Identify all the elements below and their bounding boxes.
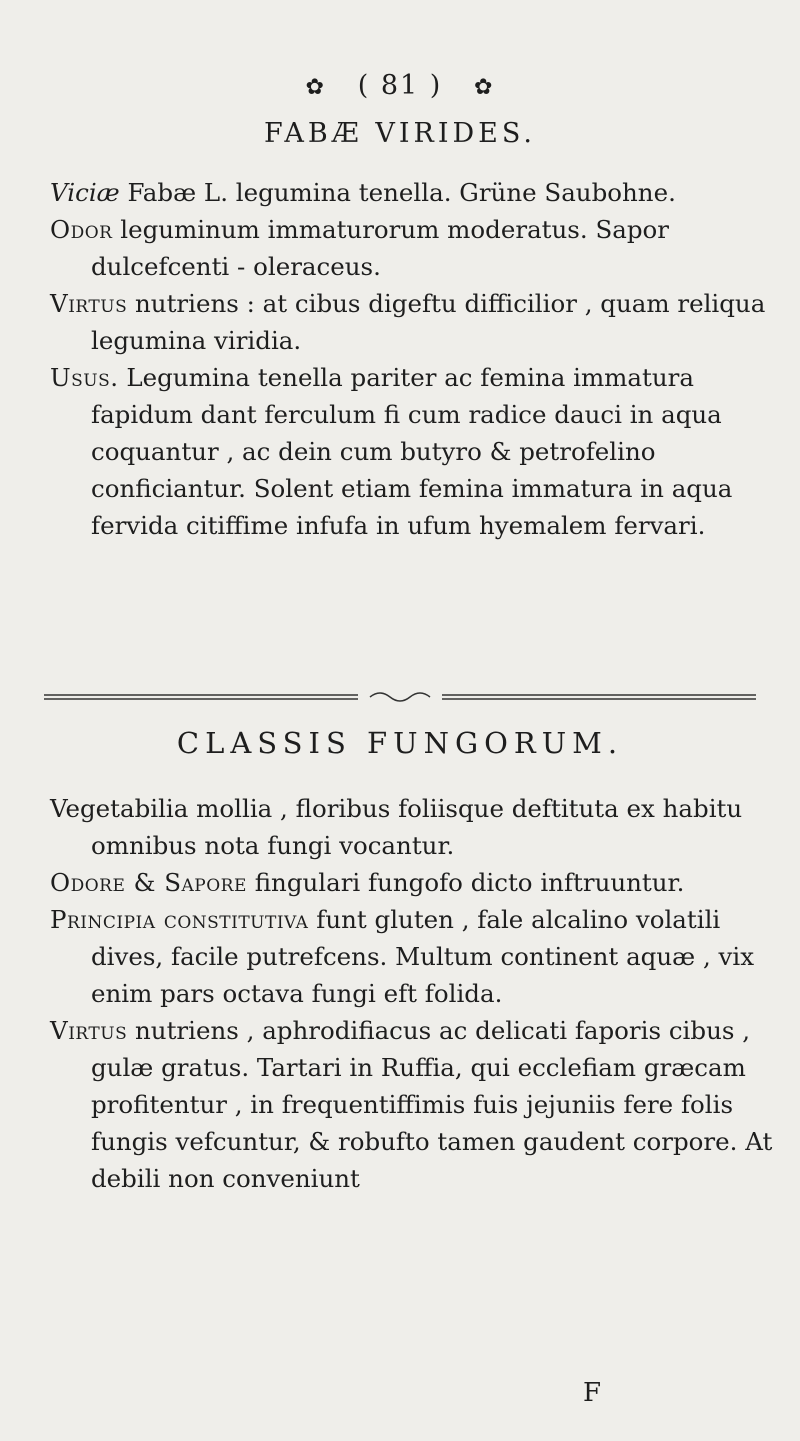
entry-text: fingulari fungofo dicto inftruuntur. <box>246 868 685 897</box>
entry-text: mollia , floribus foliisque deftituta ex habitu omnibus nota fungi vocantur. <box>91 794 743 860</box>
entries-bottom <box>50 790 776 1197</box>
entry-principia <box>50 901 776 1012</box>
entry-text: Fabæ L. legumina tenella. Grüne Saubohne. <box>119 178 676 207</box>
entry-text: nutriens : at cibus digeftu difficilior , quam reliqua legumina viridia. <box>91 289 766 355</box>
entry-text: funt gluten , fale alcalino volatili dives, facile putrefcens. Multum continent aquæ , vix enim pars octava fungi eft folida. <box>91 905 755 1008</box>
entry-lead: Virtus <box>50 1016 128 1045</box>
signature-mark: F <box>583 1378 602 1408</box>
page-number: ( 81 ) <box>357 70 443 101</box>
entry-odore-sapore <box>50 864 776 901</box>
entry-vegetabilia <box>50 790 776 864</box>
entry-lead: Virtus <box>50 289 128 318</box>
entry-virtus-fungi <box>50 1012 776 1197</box>
entry-lead: Vegetabilia <box>50 794 189 823</box>
section-title: CLASSIS FUNGORUM. <box>176 726 624 760</box>
entry-lead: Principia constitutiva <box>50 905 309 934</box>
entry-text: leguminum immaturorum moderatus. Sapor dulcefcenti - oleraceus. <box>91 215 669 281</box>
section-divider <box>40 690 760 704</box>
entry-text: nutriens , aphrodifiacus ac delicati faporis cibus , gulæ gratus. Tartari in Ruffia, qui ecclefiam græcam profitentur , in frequentiffimis fuis jejuniis fere folis fungis vefcuntur, & robufto tamen gaudent corpore. At debili non conveniunt <box>91 1016 773 1193</box>
entry-lead: Viciæ <box>50 178 120 207</box>
entry-usus <box>50 359 776 544</box>
ornament-right-icon: ✿ <box>474 75 495 100</box>
entry-lead: Odore & Sapore <box>50 868 247 897</box>
entries-top <box>50 174 776 544</box>
entry-lead: Usus. <box>50 363 119 392</box>
page-title: FABÆ VIRIDES. <box>264 118 536 149</box>
entry-virtus <box>50 285 776 359</box>
running-head <box>0 70 800 101</box>
entry-vicia <box>50 174 776 211</box>
ornament-left-icon: ✿ <box>305 75 326 100</box>
entry-lead: Odor <box>50 215 113 244</box>
entry-text: Legumina tenella pariter ac femina immatura fapidum dant ferculum fi cum radice dauci in aqua coquantur , ac dein cum butyro & petrofelino conficiantur. Solent etiam femina immatura in aqua fervida citiffime infufa in ufum hyemalem fervari. <box>91 363 733 540</box>
entry-odor <box>50 211 776 285</box>
